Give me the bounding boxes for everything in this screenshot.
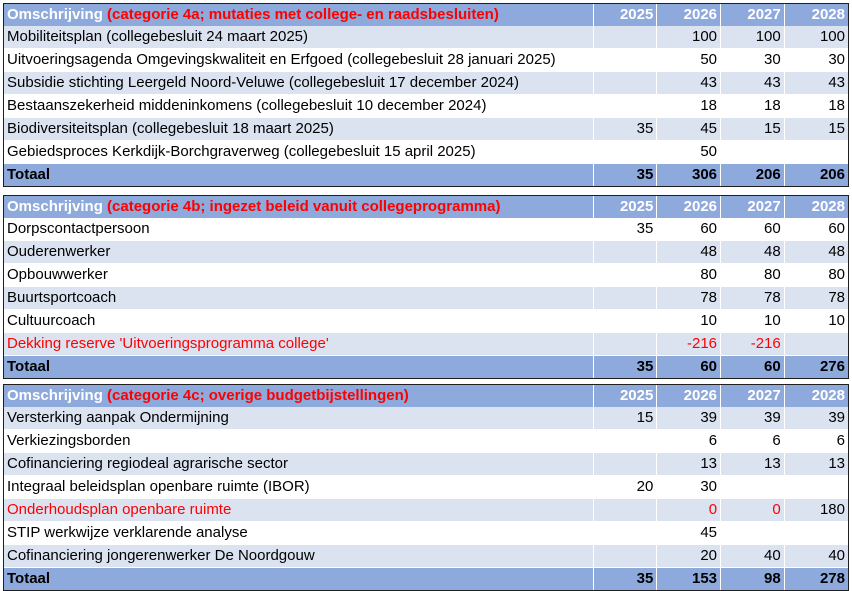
table-row xyxy=(4,499,848,522)
total-label: Totaal xyxy=(4,164,593,187)
cell-value: 48 xyxy=(721,241,785,264)
cell-value: 35 xyxy=(593,218,657,241)
table-row xyxy=(4,453,848,476)
cell-value: 50 xyxy=(657,141,721,164)
cell-value xyxy=(593,430,657,453)
row-label: Cultuurcoach xyxy=(4,310,593,333)
row-label: Integraal beleidsplan openbare ruimte (IBOR) xyxy=(4,476,593,499)
cell-value: 15 xyxy=(593,407,657,430)
table-row xyxy=(4,26,848,49)
table-row xyxy=(4,333,848,356)
cell-value xyxy=(784,476,848,499)
cell-value: 18 xyxy=(657,95,721,118)
total-label: Totaal xyxy=(4,356,593,379)
cell-value: 15 xyxy=(721,118,785,141)
cell-value: 0 xyxy=(657,499,721,522)
total-value: 60 xyxy=(721,356,785,379)
cell-value: 60 xyxy=(657,218,721,241)
table-row xyxy=(4,241,848,264)
header-cell xyxy=(4,4,593,26)
row-label: Opbouwwerker xyxy=(4,264,593,287)
year-header: 2028 xyxy=(784,4,848,26)
table-row xyxy=(4,118,848,141)
cell-value: 13 xyxy=(721,453,785,476)
table-row xyxy=(4,407,848,430)
cell-value xyxy=(593,95,657,118)
total-value: 276 xyxy=(784,356,848,379)
cell-value: 60 xyxy=(784,218,848,241)
cell-value: 20 xyxy=(657,545,721,568)
total-value: 206 xyxy=(784,164,848,187)
cell-value: 18 xyxy=(721,95,785,118)
table-categorie-4b xyxy=(3,195,849,379)
cell-value: 35 xyxy=(593,118,657,141)
cell-value xyxy=(593,310,657,333)
cell-value xyxy=(593,241,657,264)
cell-value: 78 xyxy=(657,287,721,310)
total-value: 35 xyxy=(593,568,657,591)
total-value: 206 xyxy=(721,164,785,187)
budget-table xyxy=(4,385,848,590)
total-value: 306 xyxy=(657,164,721,187)
cell-value: 100 xyxy=(721,26,785,49)
cell-value: 43 xyxy=(721,72,785,95)
year-header: 2026 xyxy=(657,385,721,407)
cell-value: 10 xyxy=(657,310,721,333)
cell-value: 45 xyxy=(657,522,721,545)
cell-value: 48 xyxy=(657,241,721,264)
table-row xyxy=(4,522,848,545)
cell-value xyxy=(593,72,657,95)
cell-value xyxy=(593,141,657,164)
table-categorie-4a xyxy=(3,3,849,187)
table-row xyxy=(4,476,848,499)
total-label: Totaal xyxy=(4,568,593,591)
header-label: Omschrijving xyxy=(7,198,103,215)
cell-value: 78 xyxy=(784,287,848,310)
table-row xyxy=(4,545,848,568)
table-row xyxy=(4,310,848,333)
header-row xyxy=(4,196,848,218)
row-label: Cofinanciering jongerenwerker De Noordgouw xyxy=(4,545,593,568)
cell-value xyxy=(593,333,657,356)
cell-value: 13 xyxy=(657,453,721,476)
row-label: STIP werkwijze verklarende analyse xyxy=(4,522,593,545)
row-label: Bestaanszekerheid middeninkomens (collegebesluit 10 december 2024) xyxy=(4,95,593,118)
cell-value: 100 xyxy=(784,26,848,49)
year-header: 2025 xyxy=(593,196,657,218)
cell-value: 180 xyxy=(784,499,848,522)
table-row xyxy=(4,72,848,95)
header-row xyxy=(4,4,848,26)
cell-value: -216 xyxy=(721,333,785,356)
cell-value xyxy=(784,522,848,545)
cell-value: 0 xyxy=(721,499,785,522)
cell-value: 80 xyxy=(721,264,785,287)
cell-value xyxy=(784,141,848,164)
year-header: 2026 xyxy=(657,4,721,26)
cell-value: 39 xyxy=(657,407,721,430)
cell-value: 6 xyxy=(657,430,721,453)
header-label: Omschrijving xyxy=(7,387,103,404)
header-row xyxy=(4,385,848,407)
cell-value xyxy=(721,476,785,499)
row-label: Biodiversiteitsplan (collegebesluit 18 maart 2025) xyxy=(4,118,593,141)
category-label: (categorie 4b; ingezet beleid vanuit collegeprogramma) xyxy=(107,198,501,215)
cell-value: 39 xyxy=(721,407,785,430)
budget-table xyxy=(4,4,848,186)
cell-value xyxy=(593,264,657,287)
table-row xyxy=(4,264,848,287)
row-label: Dekking reserve 'Uitvoeringsprogramma college' xyxy=(4,333,593,356)
total-row xyxy=(4,568,848,591)
cell-value: 39 xyxy=(784,407,848,430)
category-label: (categorie 4a; mutaties met college- en raadsbesluiten) xyxy=(107,6,499,23)
row-label: Subsidie stichting Leergeld Noord-Veluwe (collegebesluit 17 december 2024) xyxy=(4,72,593,95)
cell-value xyxy=(593,49,657,72)
cell-value: 80 xyxy=(657,264,721,287)
category-label: (categorie 4c; overige budgetbijstellingen) xyxy=(107,387,409,404)
total-value: 60 xyxy=(657,356,721,379)
cell-value: 50 xyxy=(657,49,721,72)
table-row xyxy=(4,430,848,453)
cell-value xyxy=(593,499,657,522)
table-categorie-4c xyxy=(3,384,849,591)
header-label: Omschrijving xyxy=(7,6,103,23)
cell-value: 10 xyxy=(784,310,848,333)
cell-value xyxy=(593,522,657,545)
cell-value: 6 xyxy=(784,430,848,453)
row-label: Uitvoeringsagenda Omgevingskwaliteit en Erfgoed (collegebesluit 28 januari 2025) xyxy=(4,49,593,72)
cell-value: 20 xyxy=(593,476,657,499)
row-label: Cofinanciering regiodeal agrarische sector xyxy=(4,453,593,476)
row-label: Dorpscontactpersoon xyxy=(4,218,593,241)
total-value: 153 xyxy=(657,568,721,591)
table-row xyxy=(4,141,848,164)
row-label: Gebiedsproces Kerkdijk-Borchgraverweg (collegebesluit 15 april 2025) xyxy=(4,141,593,164)
header-cell xyxy=(4,196,593,218)
cell-value: 10 xyxy=(721,310,785,333)
row-label: Buurtsportcoach xyxy=(4,287,593,310)
cell-value: 80 xyxy=(784,264,848,287)
row-label: Verkiezingsborden xyxy=(4,430,593,453)
year-header: 2027 xyxy=(721,4,785,26)
row-label: Mobiliteitsplan (collegebesluit 24 maart 2025) xyxy=(4,26,593,49)
table-row xyxy=(4,49,848,72)
year-header: 2028 xyxy=(784,385,848,407)
cell-value: 60 xyxy=(721,218,785,241)
cell-value xyxy=(593,26,657,49)
cell-value: 78 xyxy=(721,287,785,310)
cell-value: 43 xyxy=(784,72,848,95)
cell-value: 6 xyxy=(721,430,785,453)
cell-value: 40 xyxy=(784,545,848,568)
cell-value: 15 xyxy=(784,118,848,141)
total-row xyxy=(4,164,848,187)
cell-value: 18 xyxy=(784,95,848,118)
table-row xyxy=(4,218,848,241)
total-value: 35 xyxy=(593,356,657,379)
cell-value xyxy=(593,287,657,310)
cell-value: 40 xyxy=(721,545,785,568)
row-label: Ouderenwerker xyxy=(4,241,593,264)
cell-value xyxy=(593,545,657,568)
table-row xyxy=(4,95,848,118)
cell-value: 43 xyxy=(657,72,721,95)
total-value: 35 xyxy=(593,164,657,187)
cell-value xyxy=(721,522,785,545)
year-header: 2027 xyxy=(721,385,785,407)
year-header: 2028 xyxy=(784,196,848,218)
year-header: 2025 xyxy=(593,4,657,26)
total-row xyxy=(4,356,848,379)
cell-value: 30 xyxy=(657,476,721,499)
row-label: Versterking aanpak Ondermijning xyxy=(4,407,593,430)
cell-value: 48 xyxy=(784,241,848,264)
row-label: Onderhoudsplan openbare ruimte xyxy=(4,499,593,522)
year-header: 2026 xyxy=(657,196,721,218)
cell-value: 30 xyxy=(784,49,848,72)
cell-value: 13 xyxy=(784,453,848,476)
total-value: 98 xyxy=(721,568,785,591)
table-row xyxy=(4,287,848,310)
cell-value: 100 xyxy=(657,26,721,49)
cell-value xyxy=(593,453,657,476)
cell-value: -216 xyxy=(657,333,721,356)
cell-value xyxy=(784,333,848,356)
year-header: 2025 xyxy=(593,385,657,407)
year-header: 2027 xyxy=(721,196,785,218)
header-cell xyxy=(4,385,593,407)
total-value: 278 xyxy=(784,568,848,591)
cell-value xyxy=(721,141,785,164)
cell-value: 45 xyxy=(657,118,721,141)
budget-table xyxy=(4,196,848,378)
cell-value: 30 xyxy=(721,49,785,72)
